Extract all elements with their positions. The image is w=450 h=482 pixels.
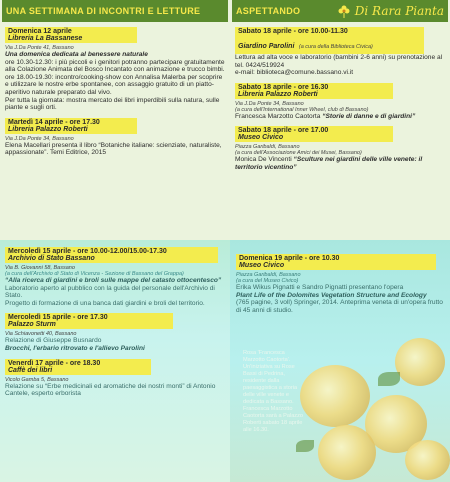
event-block: [232, 22, 448, 77]
event-venue-note: (a cura della Biblioteca Civica): [298, 44, 373, 50]
event-address: Via B. Giovanni 58, Bassano: [5, 265, 75, 271]
left-lower-column: [5, 244, 229, 401]
event-date-highlight: [235, 83, 393, 99]
event-title: “Alla ricerca di giardini e broli sulle mappe del catasto ottocentesco”: [5, 277, 222, 284]
logo-text: Di Rara Pianta: [354, 4, 444, 18]
event-date: Mercoledì 15 aprile - ore 10.00-12.00/15.00-17.30: [8, 248, 167, 255]
event-date: Sabato 18 aprile - ore 16.30: [238, 83, 329, 91]
event-text: Lettura ad alta voce e laboratorio (bambini 2-6 anni) su prenotazione al tel. 0424/519924: [235, 54, 443, 69]
event-block: [2, 115, 228, 157]
right-header-bar: [232, 0, 448, 22]
event-venue: Caffè dei libri: [8, 366, 53, 374]
event-note: (a cura dell'Archivio di Stato di Vicenza - Sezione di Bassano del Grappa): [5, 271, 184, 277]
event-venue: Museo Civico: [238, 134, 284, 142]
event-venue: Archivio di Stato Bassano: [8, 255, 95, 262]
leaf-image: [296, 440, 314, 452]
event-venue: Museo Civico: [239, 262, 285, 269]
rose-image: [395, 338, 445, 386]
event-address: Piazza Garibaldi, Bassano: [235, 144, 300, 151]
event-text: ore 10.30-12.30: i più piccoli e i genitori potranno partecipare gratuitamente alla Colazione Animata del Bosco Incantato con animazione e trucco bimbi.: [5, 58, 225, 74]
event-date-highlight: [5, 313, 173, 329]
event-text: Elena Macellari presenta il libro “Botaniche italiane: scienziate, naturaliste, appassionate”. Temi Editrice, 2015: [5, 141, 222, 157]
event-title: “Storie di danne e di giardini”: [322, 112, 416, 120]
event-date-highlight: [235, 27, 424, 54]
event-date: Sabato 18 aprile - ore 10.00-11.30: [238, 28, 348, 35]
event-venue: Giardino Parolini: [238, 43, 295, 50]
event-speaker: Francesca Marzotto Caotorta: [235, 112, 321, 120]
event-text: Progetto di formazione di una banca dati giardini e broli del territorio.: [5, 299, 205, 307]
event-date: Domenica 19 aprile - ore 10.30: [239, 255, 340, 262]
leaf-image: [378, 372, 400, 386]
event-note: (a cura dell'International Inner Wheel, club di Bassano): [235, 106, 369, 113]
event-title: Plant Life of the Dolomites Vegetation Structure and Ecology: [236, 291, 427, 299]
left-header-title: UNA SETTIMANA DI INCONTRI E LETTURE: [6, 6, 201, 16]
rose-image: [405, 440, 450, 480]
event-email: e-mail: biblioteca@comune.bassano.vi.it: [235, 69, 354, 77]
event-address: Piazza Garibaldi, Bassano: [236, 272, 301, 278]
flower-logo-icon: [337, 4, 351, 18]
rose-image: [300, 365, 370, 427]
event-title: “Sculture nei giardini delle ville venete: il territorio vicentino”: [235, 156, 423, 171]
event-block: [5, 356, 229, 398]
event-text: Erika Wikus Pignatti e Sandro Pignatti presentano l'opera: [236, 284, 404, 291]
event-text: Relazione di Giuseppe Busnardo: [5, 337, 102, 345]
event-block: [5, 310, 229, 352]
event-venue: Libreria La Bassanese: [8, 35, 83, 42]
event-address: Via J.Da Ponte 34, Bassano: [235, 100, 304, 107]
event-address: Via J.Da Ponte 41, Bassano: [5, 45, 74, 51]
event-date-highlight: [5, 247, 218, 263]
right-column: [232, 0, 448, 175]
event-text: (765 pagine, 3 voll) Springer, 2014. Anteprima veneta di un'opera frutto di 45 anni di studio.: [236, 299, 443, 314]
event-text: Relazione su “Erbe medicinali ed aromatiche dei nostri monti” di Antonio Cantele, esperto erborista: [5, 382, 216, 398]
left-header-bar: [2, 0, 228, 22]
event-note: (a cura del Museo Civico): [236, 278, 299, 284]
event-date-highlight: [235, 126, 393, 142]
event-note: (a cura dell'Associazione Amici dei Musei, Bassano): [235, 150, 362, 157]
event-date: Martedì 14 aprile - ore 17.30: [8, 118, 100, 126]
event-speaker: Monica De Vincenti: [235, 156, 292, 164]
event-block: [232, 80, 448, 121]
right-lower-column: [236, 250, 446, 314]
event-date-highlight: [236, 254, 436, 270]
event-block: [2, 22, 228, 112]
event-address: Vicolo Gamba 5, Bassano: [5, 376, 69, 383]
left-column: [2, 0, 228, 160]
rose-caption: Rosa 'Francesca Marzotto Caotorta'. Un'iniziativa su Rose Bassi di Pedrina, residente dalla paesaggistica a storia delle ville venete e dedicata a Bassano. Francesca Marzotto Caotorta sarà a Palazzo Roberti sabato 18 aprile alle 16.30.: [243, 350, 304, 433]
event-block: [5, 244, 229, 307]
event-venue: Libreria Palazzo Roberti: [8, 125, 88, 133]
event-text: Per tutta la giornata: mostra mercato dei libri imperdibili sulla natura, sulle piante e sugli orti.: [5, 96, 220, 112]
event-title: Brocchi, l'erbario ritrovato e l'allievo Parolini: [5, 344, 145, 352]
event-address: Via Schiavonetti 40, Bassano: [5, 331, 77, 338]
event-block: [232, 123, 448, 171]
event-title: Una domenica dedicata al benessere naturale: [5, 51, 148, 58]
event-address: Via J.Da Ponte 34, Bassano: [5, 135, 74, 142]
event-venue: Libreria Palazzo Roberti: [238, 90, 318, 98]
event-date: Domenica 12 aprile: [8, 28, 72, 35]
event-date: Venerdì 17 aprile - ore 18.30: [8, 359, 101, 367]
event-date-highlight: [5, 27, 137, 43]
event-date-highlight: [5, 359, 151, 375]
event-text: ore 18.00-19.30: incontro/cooking-show con Annalisa Malerba per scoprire e utilizzare le nostre erbe spontanee, con assaggio gratuito di un piatto-aperitivo naturale preparato dal vivo.: [5, 73, 223, 96]
logo: [337, 4, 444, 18]
rose-image: [318, 425, 376, 480]
event-date: Sabato 18 aprile - ore 17.00: [238, 127, 329, 135]
right-header-title: ASPETTANDO: [236, 6, 301, 16]
event-date-highlight: [5, 118, 137, 134]
event-venue: Palazzo Sturm: [8, 321, 56, 329]
event-text: Laboratorio aperto al pubblico con la guida del personale dell'Archivio di Stato.: [5, 284, 215, 300]
event-date: Mercoledì 15 aprile - ore 17.30: [8, 314, 108, 322]
